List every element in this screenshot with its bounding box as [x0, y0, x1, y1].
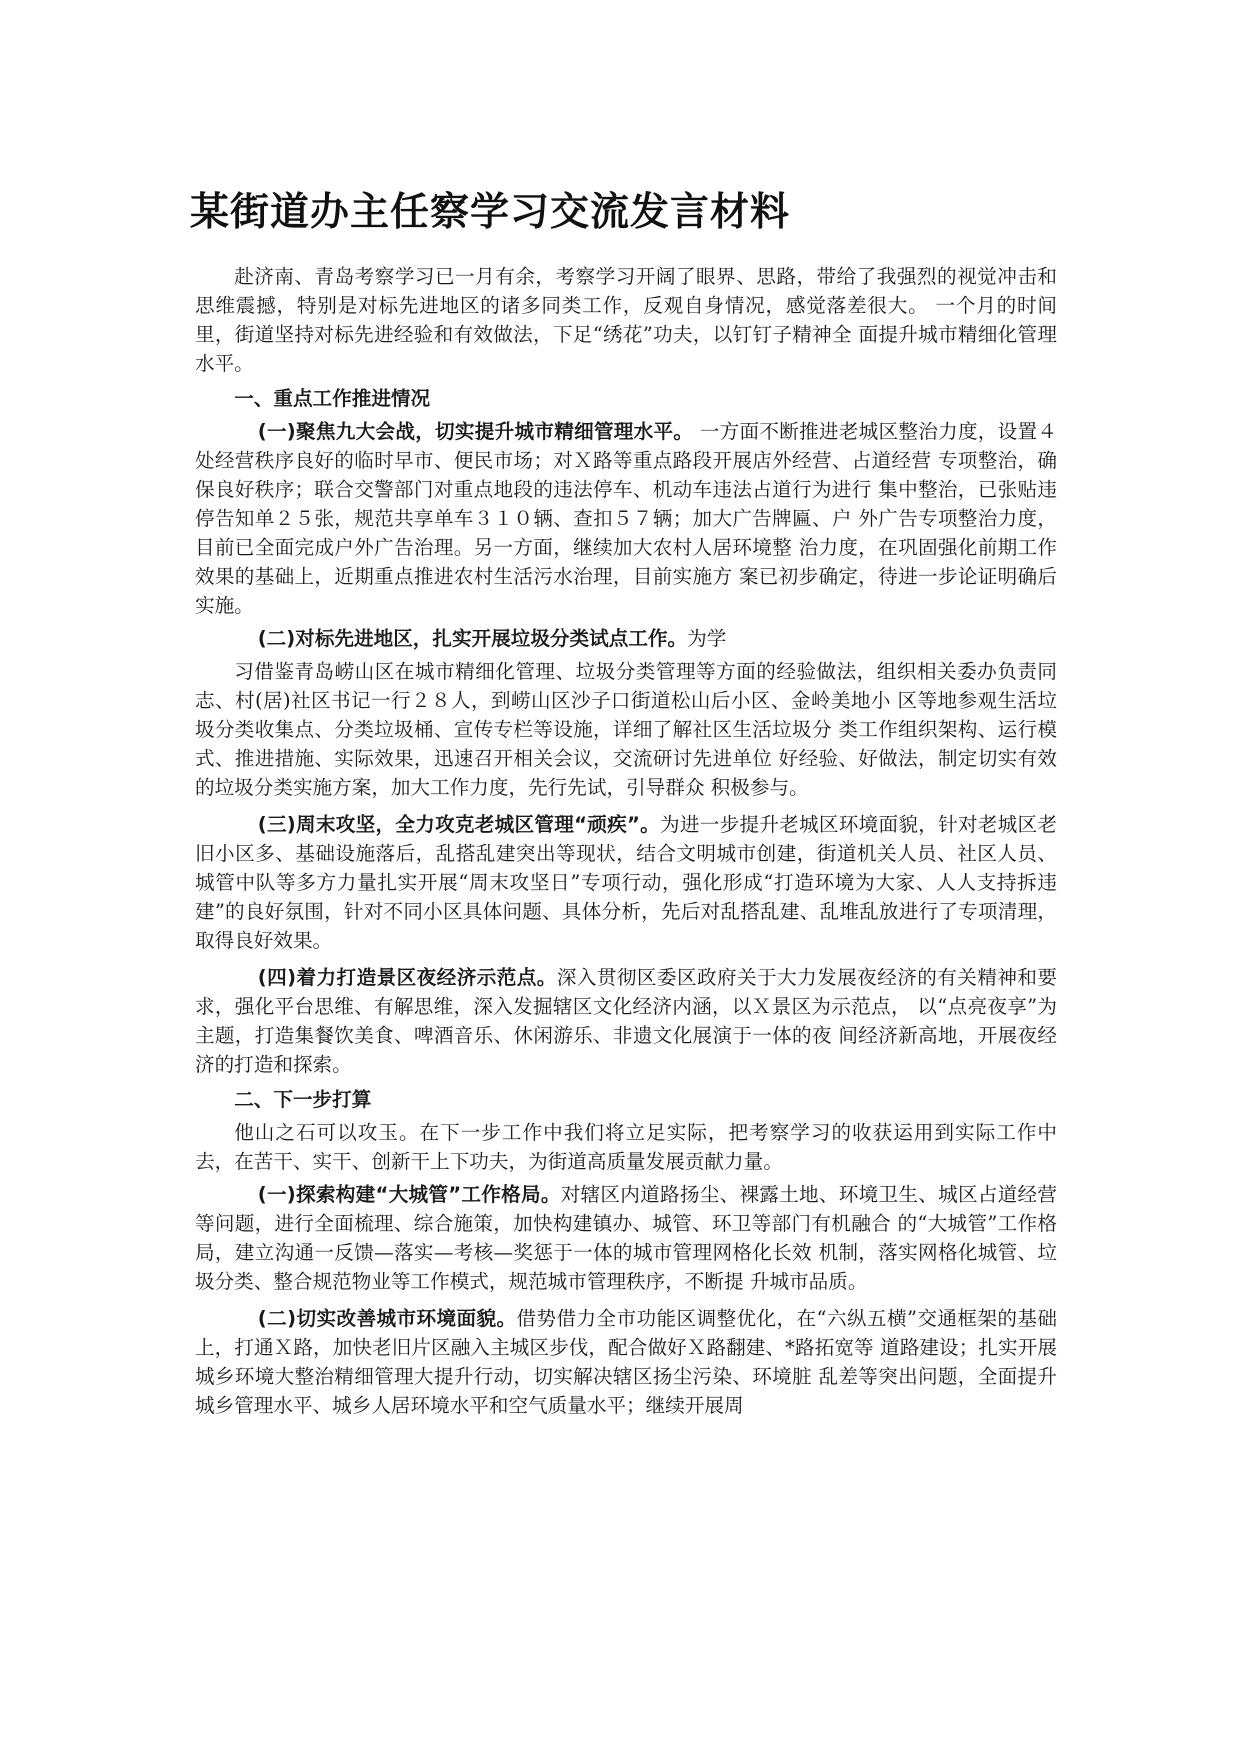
paragraph-text: 对辖区内道路扬尘、裸露土地、环境卫生、城区占道经营等问题，进行全面梳理、综合施策，加快构建镇办、城管、环卫等部门有机融合 的“大城管”工作格局，建立沟通一反馈—落实—考核—奖惩于一体的城市管理网格化长效 机制，落实网格化城管、垃圾分类、整合规范物业等工作模式，规范城市管理秩序，不断提 升城市品质。: [195, 1183, 1057, 1293]
paragraph-text: 一方面不断推进老城区整治力度，设置４处经营秩序良好的临时早市、便民市场；对Ｘ路等重点路段开展店外经营、占道经营 专项整治，确保良好秩序；联合交警部门对重点地段的违法停车、机动车违法占道行为进行 集中整治，已张贴违停告知单２５张，规范共享单车３１０辆、查扣５７辆；加大广告牌匾、户 外广告专项整治力度，目前已全面完成户外广告治理。另一方面，继续加大农村人居环境整 治力度，在巩固强化前期工作效果的基础上，近期重点推进农村生活污水治理，目前实施方 案已初步确定，待进一步论证明确后实施。: [195, 420, 1057, 617]
paragraph-lead: (四)着力打造景区夜经济示范点。: [257, 966, 557, 989]
intro-paragraph: 赴济南、青岛考察学习已一月有余，考察学习开阔了眼界、思路，带给了我强烈的视觉冲击和思维震撼，特别是对标先进地区的诸多同类工作，反观自身情况，感觉落差很大。 一个月的时间里，街道坚持对标先进经验和有效做法，下足“绣花”功夫，以钉钉子精神全 面提升城市精细化管理水平。: [195, 265, 1057, 375]
paragraph-text: 深入贯彻区委区政府关于大力发展夜经济的有关精神和要求，强化平台思维、有解思维，深入发掘辖区文化经济内涵，以Ｘ景区为示范点， 以“点亮夜享”为主题，打造集餐饮美食、啤酒音乐、休闲游乐、非遗文化展演于一体的夜 间经济新高地，开展夜经济的打造和探索。: [195, 966, 1057, 1076]
paragraph-lead: (三)周末攻坚，全力攻克老城区管理“顽疾”。: [257, 813, 660, 836]
paragraph-2-intro: 他山之石可以攻玉。在下一步工作中我们将立足实际，把考察学习的收获运用到实际工作中去，在苦干、实干、创新干上下功夫，为街道高质量发展贡献力量。: [195, 1121, 1057, 1173]
paragraph-1-2: 习借鉴青岛崂山区在城市精细化管理、垃圾分类管理等方面的经验做法，组织相关委办负责同志、村(居)社区书记一行２８人，到崂山区沙子口街道松山后小区、金岭美地小 区等地参观生活垃圾分类收集点、分类垃圾桶、宣传专栏等设施，详细了解社区生活垃圾分 类工作组织架构、运行模式、推进措施、实际效果，迅速召开相关会议，交流研讨先进单位 好经验、好做法，制定切实有效的垃圾分类实施方案，加大工作力度，先行先试，引导群众 积极参与。: [195, 660, 1057, 799]
paragraph-text: 为学: [687, 627, 727, 650]
document-body: [195, 262, 1057, 1420]
paragraph-1-3: [195, 810, 1057, 955]
paragraph-lead: (一)探索构建“大城管”工作格局。: [257, 1183, 561, 1206]
paragraph-1-4: [195, 963, 1057, 1079]
paragraph-2-2: [195, 1304, 1057, 1420]
paragraph-2-1: [195, 1180, 1057, 1296]
paragraph-1-2-head: [195, 624, 1057, 653]
paragraph-text: 为进一步提升老城区环境面貌，针对老城区老旧小区多、基础设施落后，乱搭乱建突出等现状，结合文明城市创建，街道机关人员、社区人员、城管中队等多方力量扎实开展“周末攻坚日”专项行动，强化形成“打造环境为大家、人人支持拆违建”的良好氛围，针对不同小区具体问题、具体分析，先后对乱搭乱建、乱堆乱放进行了专项清理，取得良好效果。: [195, 813, 1057, 952]
paragraph-text: 借势借力全市功能区调整优化，在“六纵五横”交通框架的基础上，打通Ｘ路，加快老旧片区融入主城区步伐，配合做好Ｘ路翻建、*路拓宽等 道路建设；扎实开展城乡环境大整治精细管理大提升行动，切实解决辖区扬尘污染、环境脏 乱差等突出问题，全面提升城乡管理水平、城乡人居环境水平和空气质量水平；继续开展周: [195, 1307, 1057, 1417]
paragraph-lead: (二)切实改善城市环境面貌。: [257, 1307, 517, 1330]
paragraph-1-1: [195, 417, 1057, 620]
paragraph-lead: (二)对标先进地区，扎实开展垃圾分类试点工作。: [257, 627, 688, 650]
document-title: 某街道办主任察学习交流发言材料: [190, 190, 791, 235]
section-heading-2: 二、下一步打算: [234, 1088, 372, 1111]
section-heading-1: 一、重点工作推进情况: [234, 387, 431, 410]
paragraph-lead: (一)聚焦九大会战，切实提升城市精细管理水平。: [257, 420, 694, 443]
